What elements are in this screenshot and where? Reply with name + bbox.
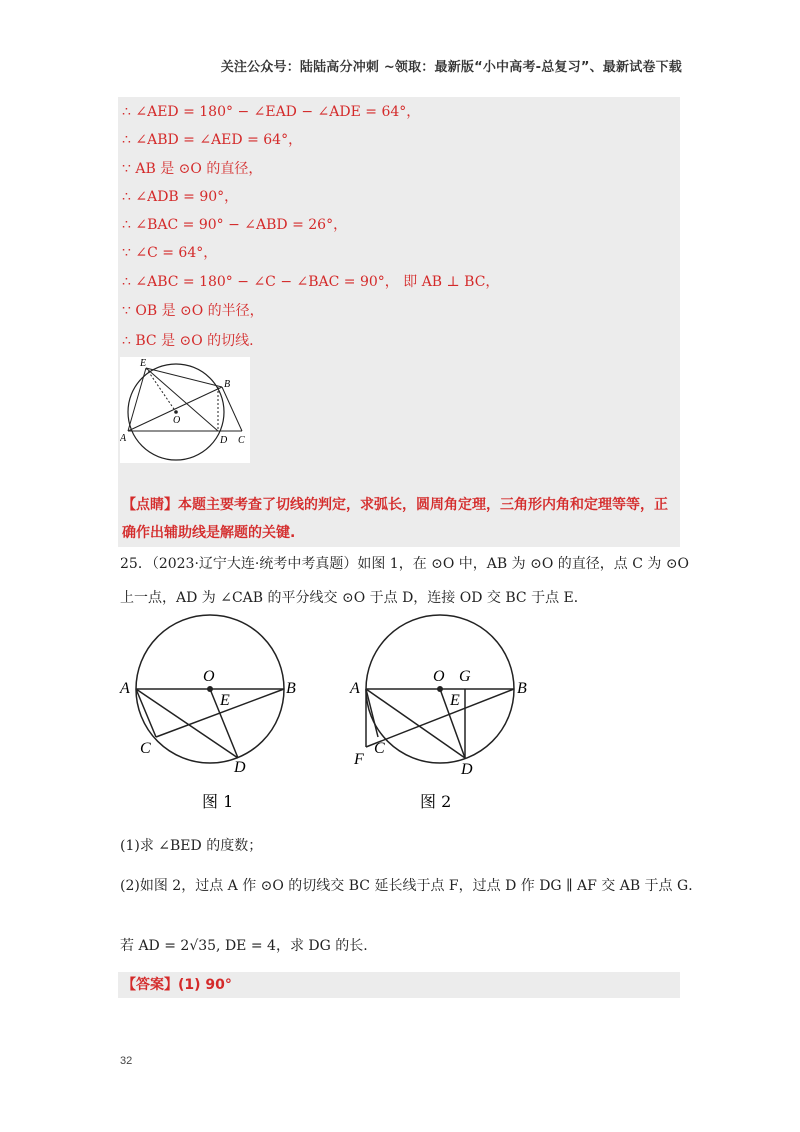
answer-line: 【答案】(1) 90° xyxy=(122,977,232,993)
label-o: O xyxy=(173,415,181,426)
fig1-label-b: B xyxy=(286,680,296,697)
fig1-label-c: C xyxy=(140,740,151,757)
fig2-label-g: G xyxy=(459,668,471,685)
problem-line: 25．（2023·辽宁大连·统考中考真题）如图 1，在 ⊙O 中，AB 为 ⊙O 的直径，点 C 为 ⊙O xyxy=(120,556,690,572)
fig2-label-o: O xyxy=(433,668,445,685)
fig1-label-e: E xyxy=(220,692,230,709)
fig2-label-d: D xyxy=(461,761,473,778)
fig1-caption: 图 1 xyxy=(202,792,234,811)
fig2-label-b: B xyxy=(517,680,527,697)
proof-line: ∵ AB 是 ⊙O 的直径， xyxy=(122,161,263,177)
label-a: A xyxy=(120,433,127,444)
question-2: (2)如图 2，过点 A 作 ⊙O 的切线交 BC 延长线于点 F，过点 D 作 DG ∥ AF 交 AB 于点 G． xyxy=(120,878,703,894)
page-number: 32 xyxy=(120,1055,133,1067)
fig1-label-d: D xyxy=(234,759,246,776)
comment-line: 确作出辅助线是解题的关键. xyxy=(122,525,296,541)
comment-line: 【点睛】本题主要考查了切线的判定，求弧长，圆周角定理，三角形内角和定理等等，正 xyxy=(122,497,668,513)
proof-line: ∵ OB 是 ⊙O 的半径， xyxy=(122,303,264,319)
proof-line: ∵ ∠C = 64°， xyxy=(122,245,218,261)
fig2-label-e: E xyxy=(450,692,460,709)
question-1: (1)求 ∠BED 的度数； xyxy=(120,838,263,854)
fig1-label-o: O xyxy=(203,668,215,685)
proof-line: ∴ ∠ABD = ∠AED = 64°， xyxy=(122,132,303,148)
figure-2 xyxy=(340,607,540,821)
proof-line: ∴ ∠ADB = 90°， xyxy=(122,189,239,205)
fig2-caption: 图 2 xyxy=(420,792,452,811)
page-header: 关注公众号：陆陆高分冲刺 ~领取：最新版“小中高考-总复习”、最新试卷下载 xyxy=(220,60,682,75)
small-circle-figure xyxy=(120,357,250,463)
label-b: B xyxy=(224,379,231,390)
label-c: C xyxy=(238,435,245,446)
problem-line: 上一点，AD 为 ∠CAB 的平分线交 ⊙O 于点 D，连接 OD 交 BC 于点 E． xyxy=(120,590,588,606)
question-2-condition: 若 AD = 2√35, DE = 4，求 DG 的长. xyxy=(120,938,368,954)
proof-line: ∴ ∠BAC = 90° − ∠ABD = 26°， xyxy=(122,217,348,233)
proof-line: ∴ ∠ABC = 180° − ∠C − ∠BAC = 90°， 即 AB ⊥ BC， xyxy=(122,274,500,290)
proof-line: ∴ ∠AED = 180° − ∠EAD − ∠ADE = 64°， xyxy=(122,104,421,120)
fig2-label-c: C xyxy=(374,740,385,757)
fig2-label-a: A xyxy=(350,680,360,697)
proof-line: ∴ BC 是 ⊙O 的切线. xyxy=(122,333,254,349)
figure-1 xyxy=(118,607,318,821)
fig2-label-f: F xyxy=(354,751,364,768)
fig1-label-a: A xyxy=(120,680,130,697)
label-d: D xyxy=(220,435,228,446)
label-e: E xyxy=(140,358,147,369)
